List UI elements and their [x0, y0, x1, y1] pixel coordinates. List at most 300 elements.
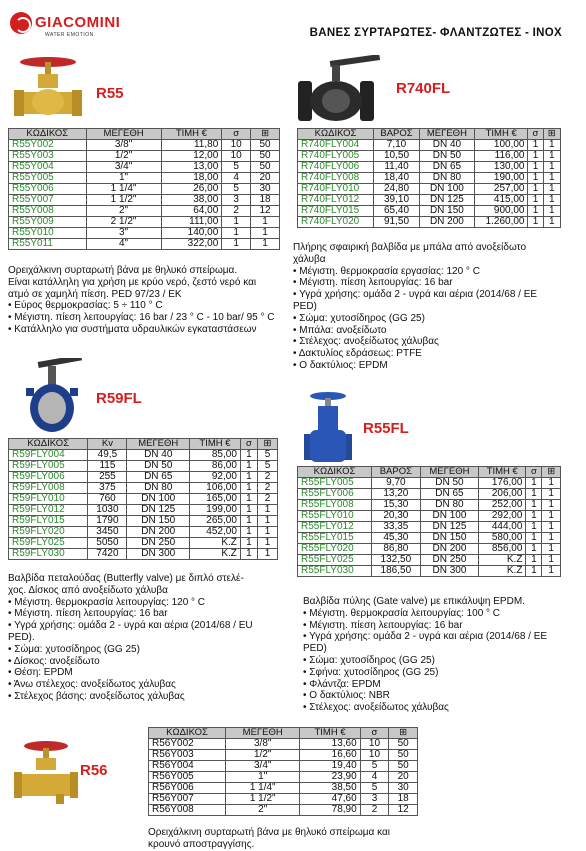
- brand-logo: [10, 8, 140, 48]
- product-code-cell: R56Y006: [149, 783, 226, 794]
- table-cell: DN 125: [419, 195, 474, 206]
- table-cell: 30: [251, 184, 280, 195]
- product-code-cell: R59FLY005: [9, 461, 88, 472]
- table-cell: 100,00: [474, 140, 528, 151]
- table-cell: K.Z: [190, 538, 241, 549]
- product-code-cell: R59FLY012: [9, 505, 88, 516]
- table-row: [149, 750, 418, 761]
- description-line: • Μέγιστη. πίεση λειτουργίας: 16 bar: [293, 277, 453, 289]
- table-cell: 1: [542, 555, 561, 566]
- column-header: σ: [526, 467, 542, 478]
- table-cell: 92,00: [190, 472, 241, 483]
- table-cell: 15,30: [371, 500, 420, 511]
- product-code-cell: R59FLY004: [9, 450, 88, 461]
- column-header: ΒΑΡΟΣ: [374, 129, 420, 140]
- table-cell: 252,00: [479, 500, 526, 511]
- table-cell: 4: [360, 772, 389, 783]
- table-cell: 2: [258, 494, 278, 505]
- product-code-cell: R55FLY010: [298, 511, 372, 522]
- table-cell: DN 100: [420, 511, 478, 522]
- table-row: [9, 206, 280, 217]
- table-row: [9, 239, 280, 250]
- column-header: ΜΕΓΕΘΗ: [226, 728, 300, 739]
- table-cell: 265,00: [190, 516, 241, 527]
- description-line: • Μέγιστη. θερμοκρασία λειτουργίας: 120 ° C: [8, 596, 206, 608]
- table-cell: 1: [240, 450, 257, 461]
- description-line: • Μπάλα: ανοξείδωτο: [293, 324, 387, 336]
- table-cell: 140,00: [161, 228, 222, 239]
- description-line: κρουνό αποστραγγίσης.: [148, 838, 255, 850]
- table-row: [9, 228, 280, 239]
- table-cell: 1: [528, 206, 543, 217]
- table-cell: DN 50: [127, 461, 190, 472]
- description-line: Βαλβίδα πεταλούδας (Butterfly valve) με διπλό στελέ-: [8, 573, 244, 584]
- table-cell: DN 50: [419, 151, 474, 162]
- table-cell: DN 200: [420, 544, 478, 555]
- description-line: • Δακτυλίος εδράσεως: PTFE: [293, 348, 422, 360]
- table-cell: 2: [258, 472, 278, 483]
- table-cell: 106,00: [190, 483, 241, 494]
- table-cell: 3: [222, 195, 251, 206]
- product-code-cell: R740FLY008: [298, 173, 374, 184]
- product-code-cell: R55Y008: [9, 206, 87, 217]
- table-cell: 18,40: [374, 173, 420, 184]
- column-header: ΒΑΡΟΣ: [371, 467, 420, 478]
- table-row: [298, 162, 561, 173]
- table-cell: DN 100: [419, 184, 474, 195]
- column-header: ΤΙΜΗ €: [474, 129, 528, 140]
- column-header: ⊞: [251, 129, 280, 140]
- table-cell: 33,35: [371, 522, 420, 533]
- table-header-row: [149, 728, 418, 739]
- table-cell: 1 1/4": [226, 783, 300, 794]
- table-cell: 1: [526, 489, 542, 500]
- table-cell: 10: [360, 750, 389, 761]
- product-code-cell: R740FLY020: [298, 217, 374, 228]
- r56-price-table: [148, 727, 418, 816]
- product-code-cell: R740FLY006: [298, 162, 374, 173]
- table-cell: 1: [542, 489, 561, 500]
- product-code-cell: R55Y010: [9, 228, 87, 239]
- description-line: Βαλβίδα πύλης (Gate valve) με επικάλυψη EPDM.: [303, 596, 525, 607]
- r55-title: R55: [96, 85, 124, 102]
- description-line: • Θέση: EPDM: [8, 667, 73, 679]
- table-cell: 13,20: [371, 489, 420, 500]
- table-row: [298, 544, 561, 555]
- table-cell: 13,00: [161, 162, 222, 173]
- product-code-cell: R56Y003: [149, 750, 226, 761]
- table-row: [9, 195, 280, 206]
- table-cell: 26,00: [161, 184, 222, 195]
- table-cell: DN 250: [420, 555, 478, 566]
- description-line: χάλυβα: [293, 253, 326, 265]
- table-cell: 452,00: [190, 527, 241, 538]
- table-cell: DN 65: [420, 489, 478, 500]
- r55fl-price-table: [297, 466, 561, 577]
- table-header-row: [9, 129, 280, 140]
- product-code-cell: R740FLY010: [298, 184, 374, 195]
- product-code-cell: R59FLY025: [9, 538, 88, 549]
- table-cell: 12: [389, 805, 418, 816]
- table-cell: 1: [240, 483, 257, 494]
- table-cell: 1: [542, 566, 561, 577]
- table-cell: 1: [526, 511, 542, 522]
- product-code-cell: R56Y007: [149, 794, 226, 805]
- table-cell: DN 65: [419, 162, 474, 173]
- table-cell: 3": [86, 228, 161, 239]
- description-line: • Υγρά χρήσης: ομάδα 2 - υγρά και αέρια (2014/68 / EE: [303, 631, 548, 643]
- table-cell: 1: [222, 239, 251, 250]
- table-cell: 1: [543, 195, 561, 206]
- table-cell: 5050: [88, 538, 127, 549]
- table-cell: 85,00: [190, 450, 241, 461]
- product-code-cell: R59FLY008: [9, 483, 88, 494]
- table-cell: 1: [542, 511, 561, 522]
- table-cell: 1: [251, 217, 280, 228]
- table-cell: 1030: [88, 505, 127, 516]
- table-cell: 5: [222, 184, 251, 195]
- table-cell: DN 80: [127, 483, 190, 494]
- description-line: • Μέγιστη. θερμοκρασία εργασίας: 120 ° C: [293, 265, 480, 277]
- table-cell: 1": [226, 772, 300, 783]
- table-cell: 1790: [88, 516, 127, 527]
- column-header: ΚΩΔΙΚΟΣ: [298, 467, 372, 478]
- table-row: [298, 533, 561, 544]
- description-line: Πλήρης σφαιρική βαλβίδα με μπάλα από ανοξείδωτο: [293, 242, 527, 253]
- table-cell: 86,80: [371, 544, 420, 555]
- table-cell: 49,5: [88, 450, 127, 461]
- table-cell: 1: [528, 162, 543, 173]
- table-cell: 444,00: [479, 522, 526, 533]
- column-header: σ: [528, 129, 543, 140]
- column-header: Kv: [88, 439, 127, 450]
- column-header: σ: [240, 439, 257, 450]
- table-cell: 1: [542, 478, 561, 489]
- table-cell: 20: [251, 173, 280, 184]
- table-cell: 18,00: [161, 173, 222, 184]
- r59-title: R59FL: [96, 390, 142, 407]
- table-cell: 1: [528, 217, 543, 228]
- table-cell: 1.260,00: [474, 217, 528, 228]
- table-cell: DN 200: [419, 217, 474, 228]
- table-row: [9, 549, 278, 560]
- table-cell: 11,40: [374, 162, 420, 173]
- table-row: [9, 483, 278, 494]
- description-line: PED): [303, 643, 327, 655]
- table-cell: 165,00: [190, 494, 241, 505]
- table-cell: DN 150: [419, 206, 474, 217]
- table-cell: 86,00: [190, 461, 241, 472]
- column-header: ΜΕΓΕΘΗ: [86, 129, 161, 140]
- table-cell: 1: [251, 239, 280, 250]
- table-cell: 1: [542, 522, 561, 533]
- table-cell: 3450: [88, 527, 127, 538]
- table-row: [298, 555, 561, 566]
- table-cell: 2: [222, 206, 251, 217]
- column-header: σ: [360, 728, 389, 739]
- r740-price-table: [297, 128, 561, 228]
- table-header-row: [9, 439, 278, 450]
- table-cell: 30: [389, 783, 418, 794]
- product-code-cell: R740FLY012: [298, 195, 374, 206]
- table-cell: DN 300: [127, 549, 190, 560]
- table-row: [298, 511, 561, 522]
- table-row: [149, 783, 418, 794]
- description-line: • Στέλεχος: ανοξείδωτος χάλυβας: [303, 702, 449, 714]
- table-row: [149, 794, 418, 805]
- table-cell: 12,00: [161, 151, 222, 162]
- table-cell: 78,90: [300, 805, 360, 816]
- table-cell: 1: [258, 549, 278, 560]
- table-cell: 1/2": [86, 151, 161, 162]
- table-cell: 10: [360, 739, 389, 750]
- table-cell: 1: [526, 544, 542, 555]
- column-header: ⊞: [542, 467, 561, 478]
- product-code-cell: R59FLY006: [9, 472, 88, 483]
- table-cell: 580,00: [479, 533, 526, 544]
- table-cell: 1: [240, 538, 257, 549]
- column-header: ΜΕΓΕΘΗ: [419, 129, 474, 140]
- product-code-cell: R55FLY020: [298, 544, 372, 555]
- table-cell: 12: [251, 206, 280, 217]
- product-code-cell: R59FLY015: [9, 516, 88, 527]
- table-cell: DN 80: [419, 173, 474, 184]
- table-cell: 11,80: [161, 140, 222, 151]
- flanged-gate-valve-image: [298, 390, 358, 465]
- table-cell: DN 40: [419, 140, 474, 151]
- product-code-cell: R55FLY030: [298, 566, 372, 577]
- product-code-cell: R55FLY012: [298, 522, 372, 533]
- table-cell: 38,50: [300, 783, 360, 794]
- table-cell: 1: [258, 516, 278, 527]
- description-line: • Μέγιστη. πίεση λειτουργίας: 16 bar / 23 ° C - 10 bar/ 95 ° C: [8, 312, 275, 324]
- r55-description: [8, 265, 298, 336]
- table-cell: 18: [251, 195, 280, 206]
- r56-title: R56: [80, 762, 108, 779]
- description-line: • Φλάντζα: EPDM: [303, 678, 381, 690]
- table-cell: DN 40: [127, 450, 190, 461]
- table-row: [9, 494, 278, 505]
- table-row: [9, 527, 278, 538]
- table-cell: 1: [528, 151, 543, 162]
- table-cell: 4: [222, 173, 251, 184]
- table-cell: 1: [542, 500, 561, 511]
- product-code-cell: R55Y002: [9, 140, 87, 151]
- table-cell: 1: [240, 505, 257, 516]
- table-cell: 415,00: [474, 195, 528, 206]
- r740-title: R740FL: [396, 80, 451, 97]
- description-line: PED): [293, 300, 317, 312]
- brand-tagline: WATER EMOTION: [45, 32, 94, 38]
- table-cell: 1 1/2": [226, 794, 300, 805]
- description-line: • Σώμα: χυτοσίδηρος (GG 25): [8, 643, 140, 655]
- table-row: [9, 538, 278, 549]
- table-cell: 2": [86, 206, 161, 217]
- table-cell: 20,30: [371, 511, 420, 522]
- table-row: [149, 739, 418, 750]
- description-line: • Σφήνα: χυτοσίδηρος (GG 25): [303, 666, 439, 678]
- table-cell: 38,00: [161, 195, 222, 206]
- table-cell: 5: [360, 761, 389, 772]
- table-cell: 116,00: [474, 151, 528, 162]
- table-cell: 1: [543, 184, 561, 195]
- r55fl-description: [303, 596, 583, 714]
- table-cell: 3/8": [226, 739, 300, 750]
- table-cell: 1: [542, 533, 561, 544]
- table-cell: 64,00: [161, 206, 222, 217]
- table-cell: 7,10: [374, 140, 420, 151]
- table-cell: 1: [258, 505, 278, 516]
- page-title: ΒΑΝΕΣ ΣΥΡΤΑΡΩΤΕΣ- ΦΛΑΝΤΖΩΤΕΣ - INOX: [309, 27, 562, 39]
- table-cell: 1: [543, 162, 561, 173]
- table-cell: DN 50: [420, 478, 478, 489]
- column-header: ΜΕΓΕΘΗ: [127, 439, 190, 450]
- table-cell: 1: [222, 228, 251, 239]
- table-cell: 50: [251, 162, 280, 173]
- table-cell: 5: [222, 162, 251, 173]
- table-cell: 176,00: [479, 478, 526, 489]
- column-header: σ: [222, 129, 251, 140]
- table-cell: 1: [240, 461, 257, 472]
- table-cell: 1: [251, 228, 280, 239]
- table-cell: 16,60: [300, 750, 360, 761]
- table-cell: 10: [222, 151, 251, 162]
- table-cell: 1: [240, 472, 257, 483]
- table-cell: 1: [240, 549, 257, 560]
- table-cell: 19,40: [300, 761, 360, 772]
- description-line: PED).: [8, 631, 35, 643]
- table-cell: K.Z: [479, 555, 526, 566]
- column-header: ⊞: [389, 728, 418, 739]
- description-line: ατμό σε χαμηλή πίεση. PED 97/23 / ΕΚ: [8, 288, 182, 300]
- table-row: [298, 195, 561, 206]
- column-header: ΚΩΔΙΚΟΣ: [9, 439, 88, 450]
- column-header: ΤΙΜΗ €: [300, 728, 360, 739]
- product-code-cell: R59FLY010: [9, 494, 88, 505]
- table-row: [298, 206, 561, 217]
- table-row: [9, 140, 280, 151]
- table-row: [298, 522, 561, 533]
- table-cell: 292,00: [479, 511, 526, 522]
- table-cell: 4": [86, 239, 161, 250]
- table-cell: 10: [222, 140, 251, 151]
- table-cell: 375: [88, 483, 127, 494]
- table-cell: 1: [258, 527, 278, 538]
- table-cell: 3: [360, 794, 389, 805]
- table-row: [9, 151, 280, 162]
- r56-description: [148, 827, 438, 851]
- table-row: [149, 805, 418, 816]
- product-code-cell: R56Y002: [149, 739, 226, 750]
- table-cell: 91,50: [374, 217, 420, 228]
- table-cell: K.Z: [190, 549, 241, 560]
- description-line: • Υγρά χρήσης: ομάδα 2 - υγρά και αέρια (2014/68 / EE: [293, 289, 538, 301]
- brand-name: GIACOMINI: [35, 14, 121, 31]
- table-cell: 18: [389, 794, 418, 805]
- r56-table-wrap: [148, 727, 418, 816]
- table-cell: DN 65: [127, 472, 190, 483]
- table-cell: 1: [258, 538, 278, 549]
- r55-table-wrap: [8, 128, 280, 250]
- table-cell: DN 300: [420, 566, 478, 577]
- table-cell: 13,60: [300, 739, 360, 750]
- table-cell: 1: [528, 173, 543, 184]
- table-cell: 50: [251, 140, 280, 151]
- brass-drain-valve-image: [12, 738, 80, 808]
- description-line: χος. Δίσκος από ανοξείδωτο χάλυβα: [8, 584, 168, 596]
- r55fl-table-wrap: [297, 466, 561, 577]
- table-cell: DN 150: [127, 516, 190, 527]
- brass-gate-valve-image: [8, 50, 88, 125]
- product-code-cell: R740FLY015: [298, 206, 374, 217]
- table-row: [9, 173, 280, 184]
- table-cell: 111,00: [161, 217, 222, 228]
- table-cell: 5: [360, 783, 389, 794]
- table-cell: 900,00: [474, 206, 528, 217]
- product-code-cell: R55FLY005: [298, 478, 372, 489]
- column-header: ΚΩΔΙΚΟΣ: [298, 129, 374, 140]
- table-cell: 2 1/2": [86, 217, 161, 228]
- flanged-ball-valve-image: [290, 55, 385, 125]
- column-header: ΚΩΔΙΚΟΣ: [149, 728, 226, 739]
- table-cell: 1: [240, 527, 257, 538]
- table-cell: 1: [526, 500, 542, 511]
- product-code-cell: R55FLY008: [298, 500, 372, 511]
- description-line: • Άνω στέλεχος: ανοξείδωτος χάλυβας: [8, 679, 176, 691]
- table-cell: 20: [389, 772, 418, 783]
- table-cell: 5: [258, 450, 278, 461]
- table-cell: 1: [526, 533, 542, 544]
- table-cell: DN 125: [127, 505, 190, 516]
- column-header: ΤΙΜΗ €: [479, 467, 526, 478]
- table-cell: 3/8": [86, 140, 161, 151]
- description-line: Ορειχάλκινη συρταρωτή βάνα με θηλυκό σπείρωμα.: [8, 265, 238, 276]
- table-cell: 50: [389, 750, 418, 761]
- table-cell: DN 200: [127, 527, 190, 538]
- table-cell: 1/2": [226, 750, 300, 761]
- product-code-cell: R55FLY025: [298, 555, 372, 566]
- table-cell: 1: [543, 206, 561, 217]
- table-cell: 24,80: [374, 184, 420, 195]
- table-cell: 760: [88, 494, 127, 505]
- product-code-cell: R55Y003: [9, 151, 87, 162]
- description-line: • Κατάλληλο για συστήματα υδραυλικών εγκαταστάσεων: [8, 323, 257, 335]
- logo-icon: [10, 12, 32, 34]
- table-cell: 130,00: [474, 162, 528, 173]
- table-cell: 45,30: [371, 533, 420, 544]
- column-header: ΜΕΓΕΘΗ: [420, 467, 478, 478]
- table-cell: 7420: [88, 549, 127, 560]
- column-header: ΚΩΔΙΚΟΣ: [9, 129, 87, 140]
- r55-price-table: [8, 128, 280, 250]
- product-code-cell: R59FLY030: [9, 549, 88, 560]
- description-line: Είναι κατάλληλη για χρήση με κρύο νερό, ζεστό νερό και: [8, 276, 257, 288]
- column-header: ΤΙΜΗ €: [190, 439, 241, 450]
- table-cell: DN 250: [127, 538, 190, 549]
- table-cell: 1: [526, 555, 542, 566]
- table-cell: 1 1/4": [86, 184, 161, 195]
- table-cell: 2": [226, 805, 300, 816]
- product-code-cell: R55Y007: [9, 195, 87, 206]
- description-line: • Σώμα: χυτοσίδηρος (GG 25): [303, 654, 435, 666]
- table-cell: 3/4": [86, 162, 161, 173]
- table-cell: 2: [360, 805, 389, 816]
- table-cell: 1: [526, 566, 542, 577]
- table-cell: DN 80: [420, 500, 478, 511]
- description-line: • Ο δακτύλιος: EPDM: [293, 359, 388, 371]
- table-cell: 1: [526, 522, 542, 533]
- table-cell: 5: [258, 461, 278, 472]
